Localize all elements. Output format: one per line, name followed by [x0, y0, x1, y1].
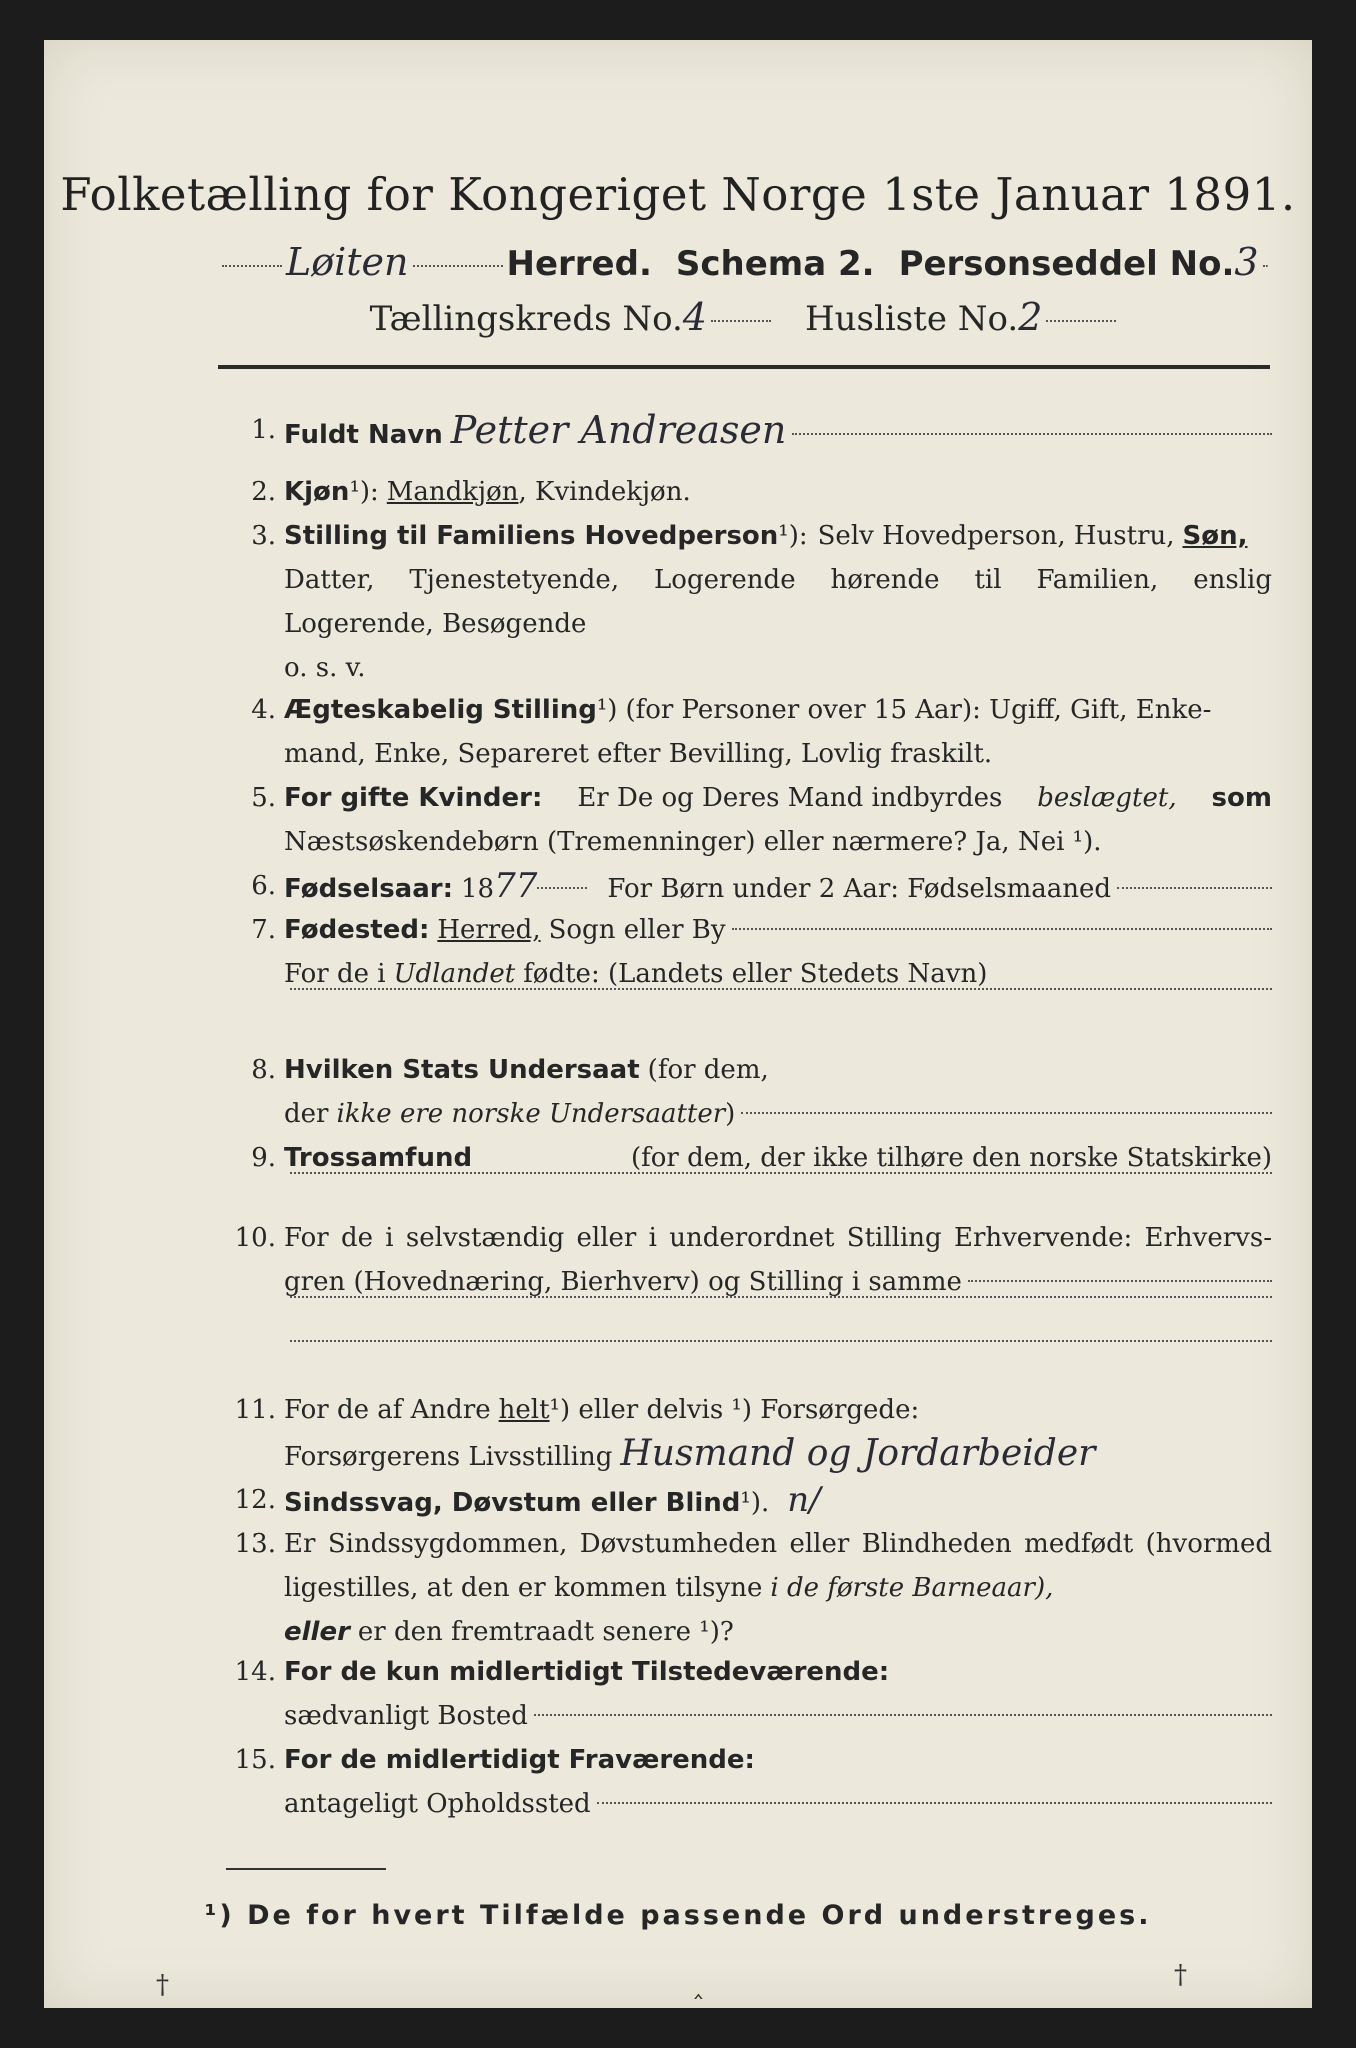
q6-line [1117, 887, 1272, 889]
kreds-line [218, 295, 1272, 345]
personseddel-dots [1263, 265, 1268, 267]
kreds-value[interactable]: 4 [682, 295, 707, 339]
q4-number: 4. [251, 695, 276, 725]
q12-value[interactable]: n/ [787, 1480, 821, 1520]
q10-line[interactable] [968, 1280, 1272, 1282]
q12-label: Sindssvag, Døvstum eller Blind [284, 1488, 741, 1518]
registration-mark-center: ‸ [694, 1970, 703, 2000]
q10-number: 10. [234, 1223, 276, 1253]
question-3 [218, 514, 1272, 690]
q3-line3: Logerende, Besøgende [284, 609, 587, 639]
q15-number: 15. [234, 1745, 276, 1775]
q6-year-value[interactable]: 77 [494, 866, 538, 906]
question-15 [218, 1738, 1272, 1828]
herred-value[interactable]: Løiten [286, 240, 409, 284]
q5-line2: Næstsøskendebørn (Tremenninger) eller nærmere? Ja, Nei ¹). [284, 827, 1102, 857]
q11-number: 11. [234, 1395, 276, 1425]
q14-line[interactable] [534, 1714, 1272, 1716]
question-4 [218, 688, 1272, 778]
q7-line [732, 928, 1272, 930]
question-8: 8. Hvilken Stats Undersaat (for dem, der ikke ere norske Undersaatter ) [218, 1048, 1272, 1138]
q8-line1: (for dem, [647, 1055, 769, 1085]
herred-dots-right [413, 265, 503, 267]
question-7 [218, 908, 1272, 1038]
q3-option-son[interactable]: Søn, [1182, 521, 1248, 551]
q1-number: 1. [251, 415, 276, 445]
q3-line1: Selv Hovedperson, Hustru, [817, 521, 1175, 551]
husliste-value[interactable]: 2 [1018, 295, 1043, 339]
q9-number: 9. [251, 1143, 276, 1173]
q14-line1: For de kun midlertidigt Tilstedeværende: [284, 1657, 890, 1687]
registration-mark-right: † [1174, 1960, 1187, 1990]
q2-option-kvindekjon[interactable]: , Kvindekjøn. [518, 477, 691, 507]
q13-number: 13. [234, 1529, 276, 1559]
herred-dots-left [222, 265, 282, 267]
q5-label: For gifte Kvinder: [284, 783, 543, 813]
footnote: ¹) De for hvert Tilfælde passende Ord understreges. [204, 1900, 1152, 1931]
q2-label: Kjøn [284, 477, 350, 507]
q10-line2: gren (Hovednæring, Bierhverv) og Stilling i samme [284, 1267, 962, 1297]
q8-line[interactable] [741, 1112, 1272, 1114]
q11-line1a: For de af Andre [284, 1395, 491, 1425]
q13-line2i: i de første Barneaar), [770, 1573, 1054, 1603]
q15-line2: antageligt Opholdssted [284, 1789, 591, 1819]
q11-value[interactable]: Husmand og Jordarbeider [620, 1433, 1096, 1474]
husliste-dots [1046, 320, 1116, 322]
q13-line3i: eller [284, 1617, 350, 1647]
q4-line2: mand, Enke, Separeret efter Bevilling, Lovlig fraskilt. [284, 739, 993, 769]
kreds-label: Tællingskreds No. [369, 299, 683, 339]
q4-line1: (for Personer over 15 Aar): Ugiff, Gift, Enke- [625, 695, 1212, 725]
q6-year-prefix: 18 [461, 874, 495, 904]
q2-number: 2. [251, 477, 276, 507]
q12-sup: ¹). [740, 1488, 770, 1518]
personseddel-label: Personseddel No. [898, 244, 1235, 284]
q9-line1: (for dem, der ikke tilhøre den norske Statskirke) [630, 1143, 1272, 1173]
q10-blank-line-1[interactable] [290, 1296, 1272, 1298]
q12-number: 12. [234, 1485, 276, 1515]
census-form-sheet [44, 40, 1312, 2008]
q2-option-mandkjon[interactable]: Mandkjøn [386, 477, 519, 507]
q7-blank-line[interactable] [290, 988, 1272, 990]
q6-label: Fødselsaar: [284, 874, 453, 904]
q15-line1: For de midlertidigt Fraværende: [284, 1745, 755, 1775]
q6-rest: For Børn under 2 Aar: Fødselsmaaned [607, 874, 1112, 904]
q13-line3b: er den fremtraadt senere ¹)? [357, 1617, 734, 1647]
q15-line[interactable] [597, 1802, 1272, 1804]
kreds-dots [711, 320, 771, 322]
q3-label: Stilling til Familiens Hovedperson [284, 521, 779, 551]
q8-number: 8. [251, 1055, 276, 1085]
q10-line1: For de i selvstændig eller i underordnet Stilling Erhvervende: Erhvervs- [284, 1223, 1272, 1253]
q9-label: Trossamfund [284, 1143, 473, 1173]
header-rule [218, 365, 1270, 369]
q14-number: 14. [234, 1657, 276, 1687]
herred-label: Herred. [506, 244, 652, 284]
q7-line2b: fødte: (Landets eller Stedets Navn) [523, 959, 988, 989]
question-9 [218, 1136, 1272, 1226]
q3-line4: o. s. v. [284, 653, 366, 683]
q4-sup: ¹) [596, 695, 618, 725]
q9-blank-line[interactable] [290, 1172, 1272, 1174]
question-13 [218, 1522, 1272, 1654]
q11-option-helt[interactable]: helt [498, 1395, 550, 1425]
q1-line [792, 433, 1272, 435]
q1-value[interactable]: Petter Andreasen [450, 408, 787, 452]
q7-line2a: For de i [284, 959, 386, 989]
question-5 [218, 776, 1272, 866]
question-10 [218, 1216, 1272, 1396]
q5-line1i: beslægtet, [1037, 783, 1177, 813]
q2-sup: ¹): [349, 477, 379, 507]
q1-label: Fuldt Navn [284, 420, 443, 450]
question-14 [218, 1650, 1272, 1740]
q5-number: 5. [251, 783, 276, 813]
q3-number: 3. [251, 521, 276, 551]
personseddel-value[interactable]: 3 [1234, 240, 1259, 284]
schema-label: Schema 2. [675, 244, 875, 284]
q3-sup: ¹): [778, 521, 808, 551]
husliste-label: Husliste No. [804, 299, 1019, 339]
q8-line2i: ikke ere norske Undersaatter [336, 1099, 726, 1129]
q11-line1b: ¹) eller delvis ¹) Forsørgede: [549, 1395, 920, 1425]
herred-line [218, 240, 1272, 290]
q8-line2a: der [284, 1099, 329, 1129]
question-1 [218, 408, 1272, 458]
q11-line2: Forsørgerens Livsstilling [284, 1442, 613, 1472]
q7-option-herred[interactable]: Herred, [437, 915, 541, 945]
q7-label: Fødested: [284, 915, 430, 945]
q7-rest: Sogn eller By [548, 915, 726, 945]
registration-mark-left: † [156, 1970, 169, 2000]
q8-label: Hvilken Stats Undersaat [284, 1055, 640, 1085]
q4-label: Ægteskabelig Stilling [284, 695, 597, 725]
q10-blank-line-2[interactable] [290, 1340, 1272, 1342]
question-11 [218, 1388, 1272, 1480]
q13-line2a: ligestilles, at den er kommen tilsyne [284, 1573, 763, 1603]
footnote-rule [226, 1868, 386, 1870]
q7-number: 7. [251, 915, 276, 945]
q5-line1a: Er De og Deres Mand indbyrdes [577, 783, 1003, 813]
q3-line2: Datter, Tjenestetyende, Logerende hørende til Familien, enslig [284, 565, 1272, 595]
q7-line2i: Udlandet [393, 959, 516, 989]
form-title: Folketælling for Kongeriget Norge 1ste Januar 1891. [60, 168, 1296, 221]
q13-line1: Er Sindssygdommen, Døvstumheden eller Blindheden medfødt (hvormed [284, 1529, 1272, 1559]
q5-line1b: som [1211, 783, 1272, 813]
q6-number: 6. [251, 871, 276, 901]
q14-line2: sædvanligt Bosted [284, 1701, 528, 1731]
